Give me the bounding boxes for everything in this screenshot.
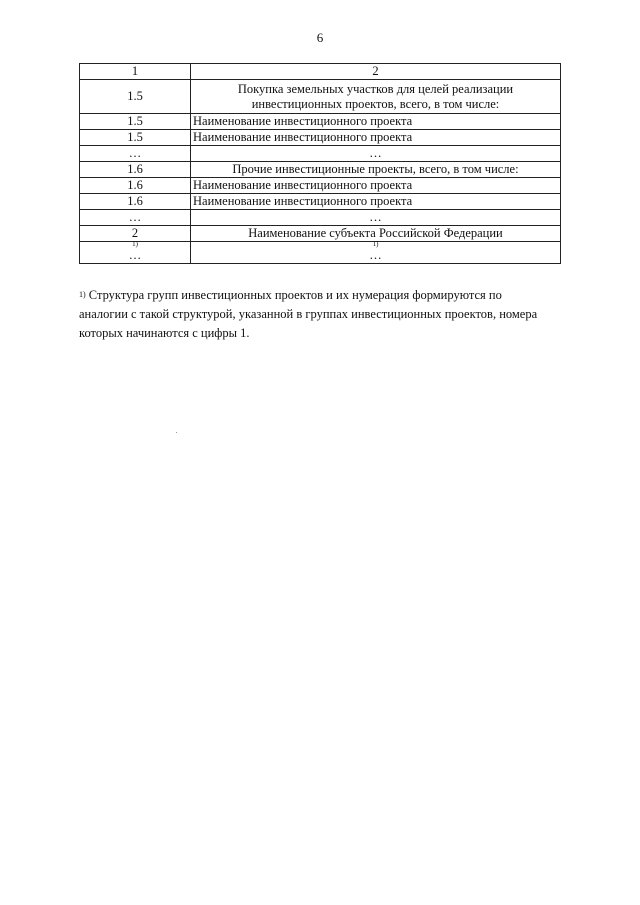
row-text: … bbox=[191, 210, 561, 226]
header-col1: 1 bbox=[80, 64, 191, 80]
row-number: 1.6 bbox=[80, 194, 191, 210]
table-row bbox=[80, 226, 561, 242]
row-number: 1.6 bbox=[80, 178, 191, 194]
row-text: Наименование инвестиционного проекта bbox=[191, 114, 561, 130]
footnote bbox=[79, 286, 549, 343]
row-number: 1.6 bbox=[80, 162, 191, 178]
row-text bbox=[191, 80, 561, 114]
header-col2: 2 bbox=[191, 64, 561, 80]
table-row bbox=[80, 80, 561, 114]
row-number-ellipsis: … bbox=[128, 248, 142, 262]
investment-projects-table bbox=[79, 63, 561, 264]
footnote-ref: 1) bbox=[132, 240, 138, 248]
row-text-stack bbox=[369, 242, 382, 260]
row-number: 2 bbox=[80, 226, 191, 242]
table-row bbox=[80, 130, 561, 146]
row-number: … bbox=[80, 146, 191, 162]
table-header-row bbox=[80, 64, 561, 80]
row-text-ellipsis: … bbox=[369, 248, 382, 262]
row-text bbox=[191, 242, 561, 264]
row-text: Наименование инвестиционного проекта bbox=[191, 178, 561, 194]
table-row bbox=[80, 178, 561, 194]
row-number: 1.5 bbox=[80, 80, 191, 114]
row-text: … bbox=[191, 146, 561, 162]
row-text: Прочие инвестиционные проекты, всего, в том числе: bbox=[191, 162, 561, 178]
row-number bbox=[80, 242, 191, 264]
scan-speck bbox=[176, 432, 177, 433]
row-number: 1.5 bbox=[80, 114, 191, 130]
table-row bbox=[80, 146, 561, 162]
row-text: Наименование субъекта Российской Федерации bbox=[191, 226, 561, 242]
row-number: … bbox=[80, 210, 191, 226]
footnote-ref: 1) bbox=[372, 240, 379, 248]
row-text: Наименование инвестиционного проекта bbox=[191, 194, 561, 210]
footnote-marker: 1) bbox=[79, 290, 86, 299]
table-row bbox=[80, 210, 561, 226]
row-text-line1: Покупка земельных участков для целей реализации bbox=[237, 81, 514, 96]
footnote-text: Структура групп инвестиционных проектов и их нумерация формируются по аналогии с такой структурой, указанной в группах инвестиционных проектов, номера которых начинаются с цифры 1. bbox=[79, 288, 538, 340]
table-row bbox=[80, 114, 561, 130]
row-number: 1.5 bbox=[80, 130, 191, 146]
row-text-line2: инвестиционных проектов, всего, в том числе: bbox=[251, 96, 500, 111]
table-row bbox=[80, 242, 561, 264]
table-row bbox=[80, 194, 561, 210]
row-text: Наименование инвестиционного проекта bbox=[191, 130, 561, 146]
page-number: 6 bbox=[316, 30, 324, 45]
row-number-stack bbox=[129, 242, 142, 260]
table-row bbox=[80, 162, 561, 178]
